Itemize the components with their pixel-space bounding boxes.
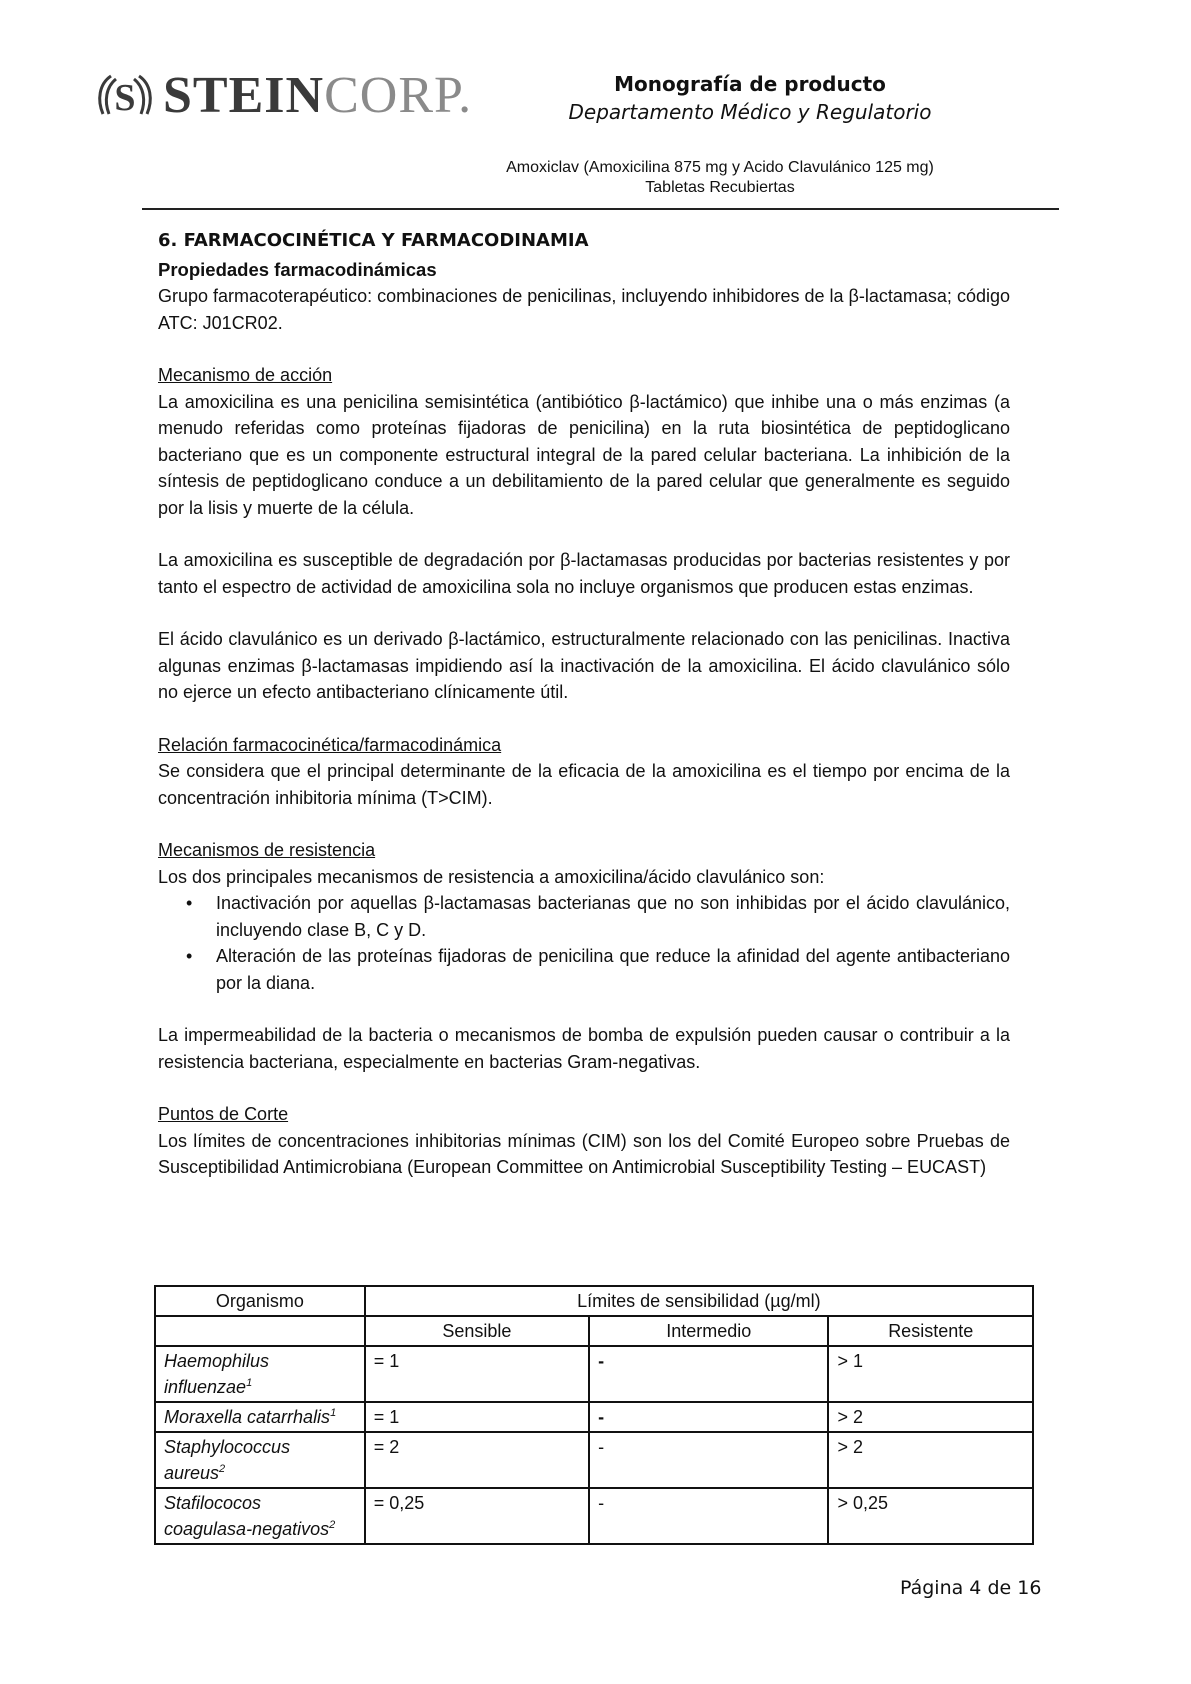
resistente-cell: > 2 — [828, 1432, 1033, 1488]
table-header-row — [155, 1286, 1033, 1316]
sensible-cell: = 1 — [365, 1346, 589, 1402]
list-item: • Inactivación por aquellas β-lactamasas bacterianas que no son inhibidas por el ácido clavulánico, incluyendo clase B, C y D. — [216, 890, 1010, 943]
breakpoints-paragraph: Los límites de concentraciones inhibitorias mínimas (CIM) son los del Comité Europeo sobre Pruebas de Susceptibilidad Antimicrobiana (European Committee on Antimicrobial Susceptibility Testing – EUCAST) — [158, 1130, 1010, 1177]
company-logo — [95, 66, 472, 126]
pkpd-paragraph: Se considera que el principal determinante de la eficacia de la amoxicilina es el tiempo por encima de la concentración inhibitoria mínima (T>CIM). — [158, 761, 1010, 808]
mechanism-paragraph-3: El ácido clavulánico es un derivado β-lactámico, estructuralmente relacionado con las penicilinas. Inactiva algunas enzimas β-lactamasas impidiendo así la inactivación de la amoxicilina. El ácido clavulánico sólo no ejerce un efecto antibacteriano clínicamente útil. — [158, 629, 1010, 702]
steincorp-emblem-icon — [95, 70, 155, 122]
header-intermedio: Intermedio — [589, 1316, 828, 1346]
header-resistente: Resistente — [828, 1316, 1033, 1346]
breakpoints-table — [154, 1285, 1034, 1545]
department-name: Departamento Médico y Regulatorio — [568, 100, 932, 124]
intermedio-cell: - — [589, 1402, 828, 1432]
section-heading: 6. FARMACOCINÉTICA Y FARMACODINAMIA — [158, 230, 589, 251]
header-divider — [142, 208, 1059, 210]
product-name: Amoxiclav (Amoxicilina 875 mg y Acido Clavulánico 125 mg) — [506, 159, 934, 176]
svg-text:S: S — [114, 77, 136, 119]
organism-cell: Moraxella catarrhalis$^1$ — [155, 1402, 365, 1432]
table-row — [155, 1402, 1033, 1432]
resistente-cell: > 1 — [828, 1346, 1033, 1402]
resistance-list — [158, 890, 1010, 996]
table-row — [155, 1488, 1033, 1544]
pharmacotherapeutic-group-text: Grupo farmacoterapéutico: combinaciones de penicilinas, incluyendo inhibidores de la β-lactamasa; código ATC: J01CR02. — [158, 286, 1010, 333]
table-row — [155, 1432, 1033, 1488]
pharmacodynamics-heading: Propiedades farmacodinámicas — [158, 258, 437, 280]
resistance-heading: Mecanismos de resistencia — [158, 840, 376, 860]
intermedio-cell: - — [589, 1432, 828, 1488]
organism-cell: Staphylococcus aureus$^2$ — [155, 1432, 365, 1488]
product-form: Tabletas Recubiertas — [645, 179, 795, 196]
header-sensible: Sensible — [365, 1316, 589, 1346]
header-blank — [155, 1316, 365, 1346]
table-subheader-row — [155, 1316, 1033, 1346]
resistance-intro: Los dos principales mecanismos de resistencia a amoxicilina/ácido clavulánico son: — [158, 866, 825, 887]
table-row — [155, 1346, 1033, 1402]
header-limits: Límites de sensibilidad (µg/ml) — [365, 1286, 1033, 1316]
mechanism-paragraph-1: La amoxicilina es una penicilina semisintética (antibiótico β-lactámico) que inhibe una o más enzimas (a menudo referidas como proteínas fijadoras de penicilina) en la ruta biosintética de peptidoglicano bacteriano que es un componente estructural integral de la pared celular bacteriana. La inhibición de la síntesis de peptidoglicano conduce a un debilitamiento de la pared celular que generalmente es seguido por la lisis y muerte de la célula. — [158, 391, 1010, 518]
logo-corp-text: CORP. — [324, 67, 473, 124]
sensible-cell: = 1 — [365, 1402, 589, 1432]
breakpoints-heading: Puntos de Corte — [158, 1104, 289, 1124]
header-organism: Organismo — [155, 1286, 365, 1316]
sensible-cell: = 2 — [365, 1432, 589, 1488]
mechanism-paragraph-2: La amoxicilina es susceptible de degradación por β-lactamasas producidas por bacterias resistentes y por tanto el espectro de actividad de amoxicilina sola no incluye organismos que producen estas enzimas. — [158, 550, 1010, 597]
page-number: Página 4 de 16 — [900, 1577, 1042, 1599]
monograph-title: Monografía de producto — [614, 72, 886, 96]
organism-cell: Haemophilus influenzae$^1$ — [155, 1346, 365, 1402]
list-item: • Alteración de las proteínas fijadoras de penicilina que reduce la afinidad del agente antibacteriano por la diana. — [216, 943, 1010, 996]
logo-stein-text: STEIN — [163, 67, 325, 124]
pkpd-heading: Relación farmacocinética/farmacodinámica — [158, 734, 502, 755]
resistance-paragraph: La impermeabilidad de la bacteria o mecanismos de bomba de expulsión pueden causar o contribuir a la resistencia bacteriana, especialmente en bacterias Gram-negativas. — [158, 1025, 1010, 1072]
mechanism-heading: Mecanismo de acción — [158, 365, 333, 385]
resistente-cell: > 0,25 — [828, 1488, 1033, 1544]
sensible-cell: = 0,25 — [365, 1488, 589, 1544]
intermedio-cell: - — [589, 1488, 828, 1544]
intermedio-cell: - — [589, 1346, 828, 1402]
resistente-cell: > 2 — [828, 1402, 1033, 1432]
organism-cell: Stafilococos coagulasa-negativos$^2$ — [155, 1488, 365, 1544]
document-body — [158, 228, 1010, 1181]
